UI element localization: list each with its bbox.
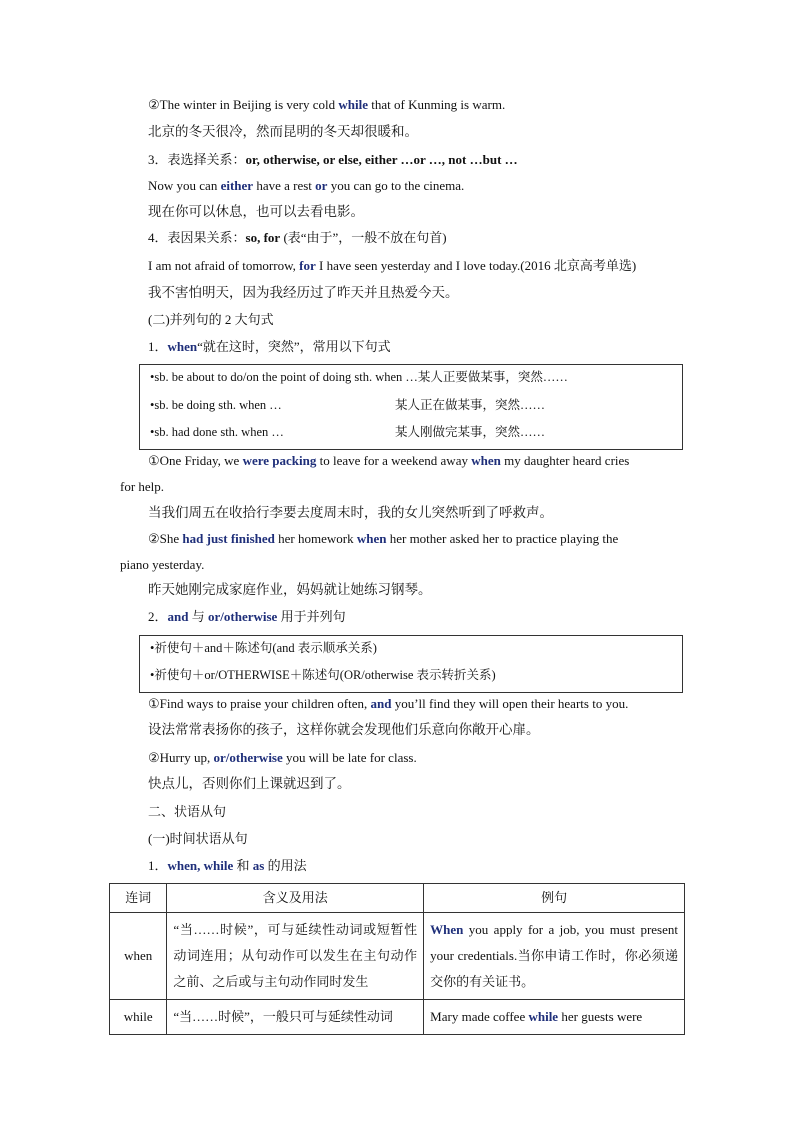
section-heading: 4．表因果关系：so, for (表“由于”，一般不放在句首) [148,230,447,245]
pattern-row: •sb. be about to do/on the point of doing sth. when …某人正要做某事，突然…… [150,370,568,384]
table-cell-conj: while [110,1000,167,1035]
table-cell-usage: “当……时候”，可与延续性动词或短暂性动词连用；从句动作可以发生在主句动作之前、之后或与主句动作同时发生 [167,913,424,1000]
example-translation: 我不害怕明天，因为我经历过了昨天并且热爱今天。 [148,285,459,300]
table-header: 连词 [110,884,167,913]
example-translation: 设法常常表扬你的孩子，这样你就会发现他们乐意向你敞开心扉。 [148,722,540,737]
subsection-heading: (一)时间状语从句 [148,831,248,846]
pattern-row: •祈使句＋and＋陈述句(and 表示顺承关系) [150,641,377,655]
table-cell-usage: “当……时候”，一般只可与延续性动词 [167,1000,424,1035]
example-sentence: Now you can either have a rest or you can go to the cinema. [148,178,465,193]
table-header-row [110,884,685,913]
table-cell-example: When you apply for a job, you must present your credentials.当你申请工作时，你必须递交你的有关证书。 [424,913,685,1000]
example-translation: 快点儿，否则你们上课就迟到了。 [148,776,351,791]
pattern-row: •sb. be doing sth. when … 某人正在做某事，突然…… [150,398,546,412]
conjunction-table [109,883,685,1035]
example-sentence: ②The winter in Beijing is very cold while that of Kunming is warm. [148,97,506,112]
pattern-box [139,364,683,450]
pattern-box [139,635,683,693]
example-sentence: ②Hurry up, or/otherwise you will be late for class. [148,750,417,765]
pattern-row: •sb. had done sth. when … 某人刚做完某事，突然…… [150,425,546,439]
example-translation: 北京的冬天很冷，然而昆明的冬天却很暖和。 [148,124,418,139]
subsection-heading: (二)并列句的 2 大句式 [148,312,274,327]
example-sentence: ①Find ways to praise your children often, and you’ll find they will open their hearts to you. [148,696,629,711]
example-sentence-cont: for help. [120,479,165,494]
table-row [110,913,685,1000]
example-sentence: ①One Friday, we were packing to leave for a weekend away when my daughter heard cries [148,453,630,468]
example-sentence: ②She had just finished her homework when her mother asked her to practice playing the [148,531,619,546]
table-cell-example: Mary made coffee while her guests were [424,1000,685,1035]
section-heading: 2．and 与 or/otherwise 用于并列句 [148,609,346,624]
pattern-row: •祈使句＋or/OTHERWISE＋陈述句(OR/otherwise 表示转折关系) [150,668,496,682]
example-sentence: I am not afraid of tomorrow, for I have seen yesterday and I love today.(2016 北京高考单选) [148,258,637,273]
example-translation: 当我们周五在收拾行李要去度周末时，我的女儿突然听到了呼救声。 [148,505,553,520]
section-heading: 3．表选择关系：or, otherwise, or else, either …or …, not …but … [148,152,518,167]
table-header: 例句 [424,884,685,913]
example-translation: 现在你可以休息，也可以去看电影。 [148,204,364,219]
table-cell-conj: when [110,913,167,1000]
part-heading: 二、状语从句 [148,804,227,819]
table-row [110,1000,685,1035]
example-sentence-cont: piano yesterday. [120,557,205,572]
table-header: 含义及用法 [167,884,424,913]
example-translation: 昨天她刚完成家庭作业，妈妈就让她练习钢琴。 [148,582,432,597]
section-heading: 1．when, while 和 as 的用法 [148,858,307,873]
section-heading: 1．when“就在这时，突然”，常用以下句式 [148,339,391,354]
